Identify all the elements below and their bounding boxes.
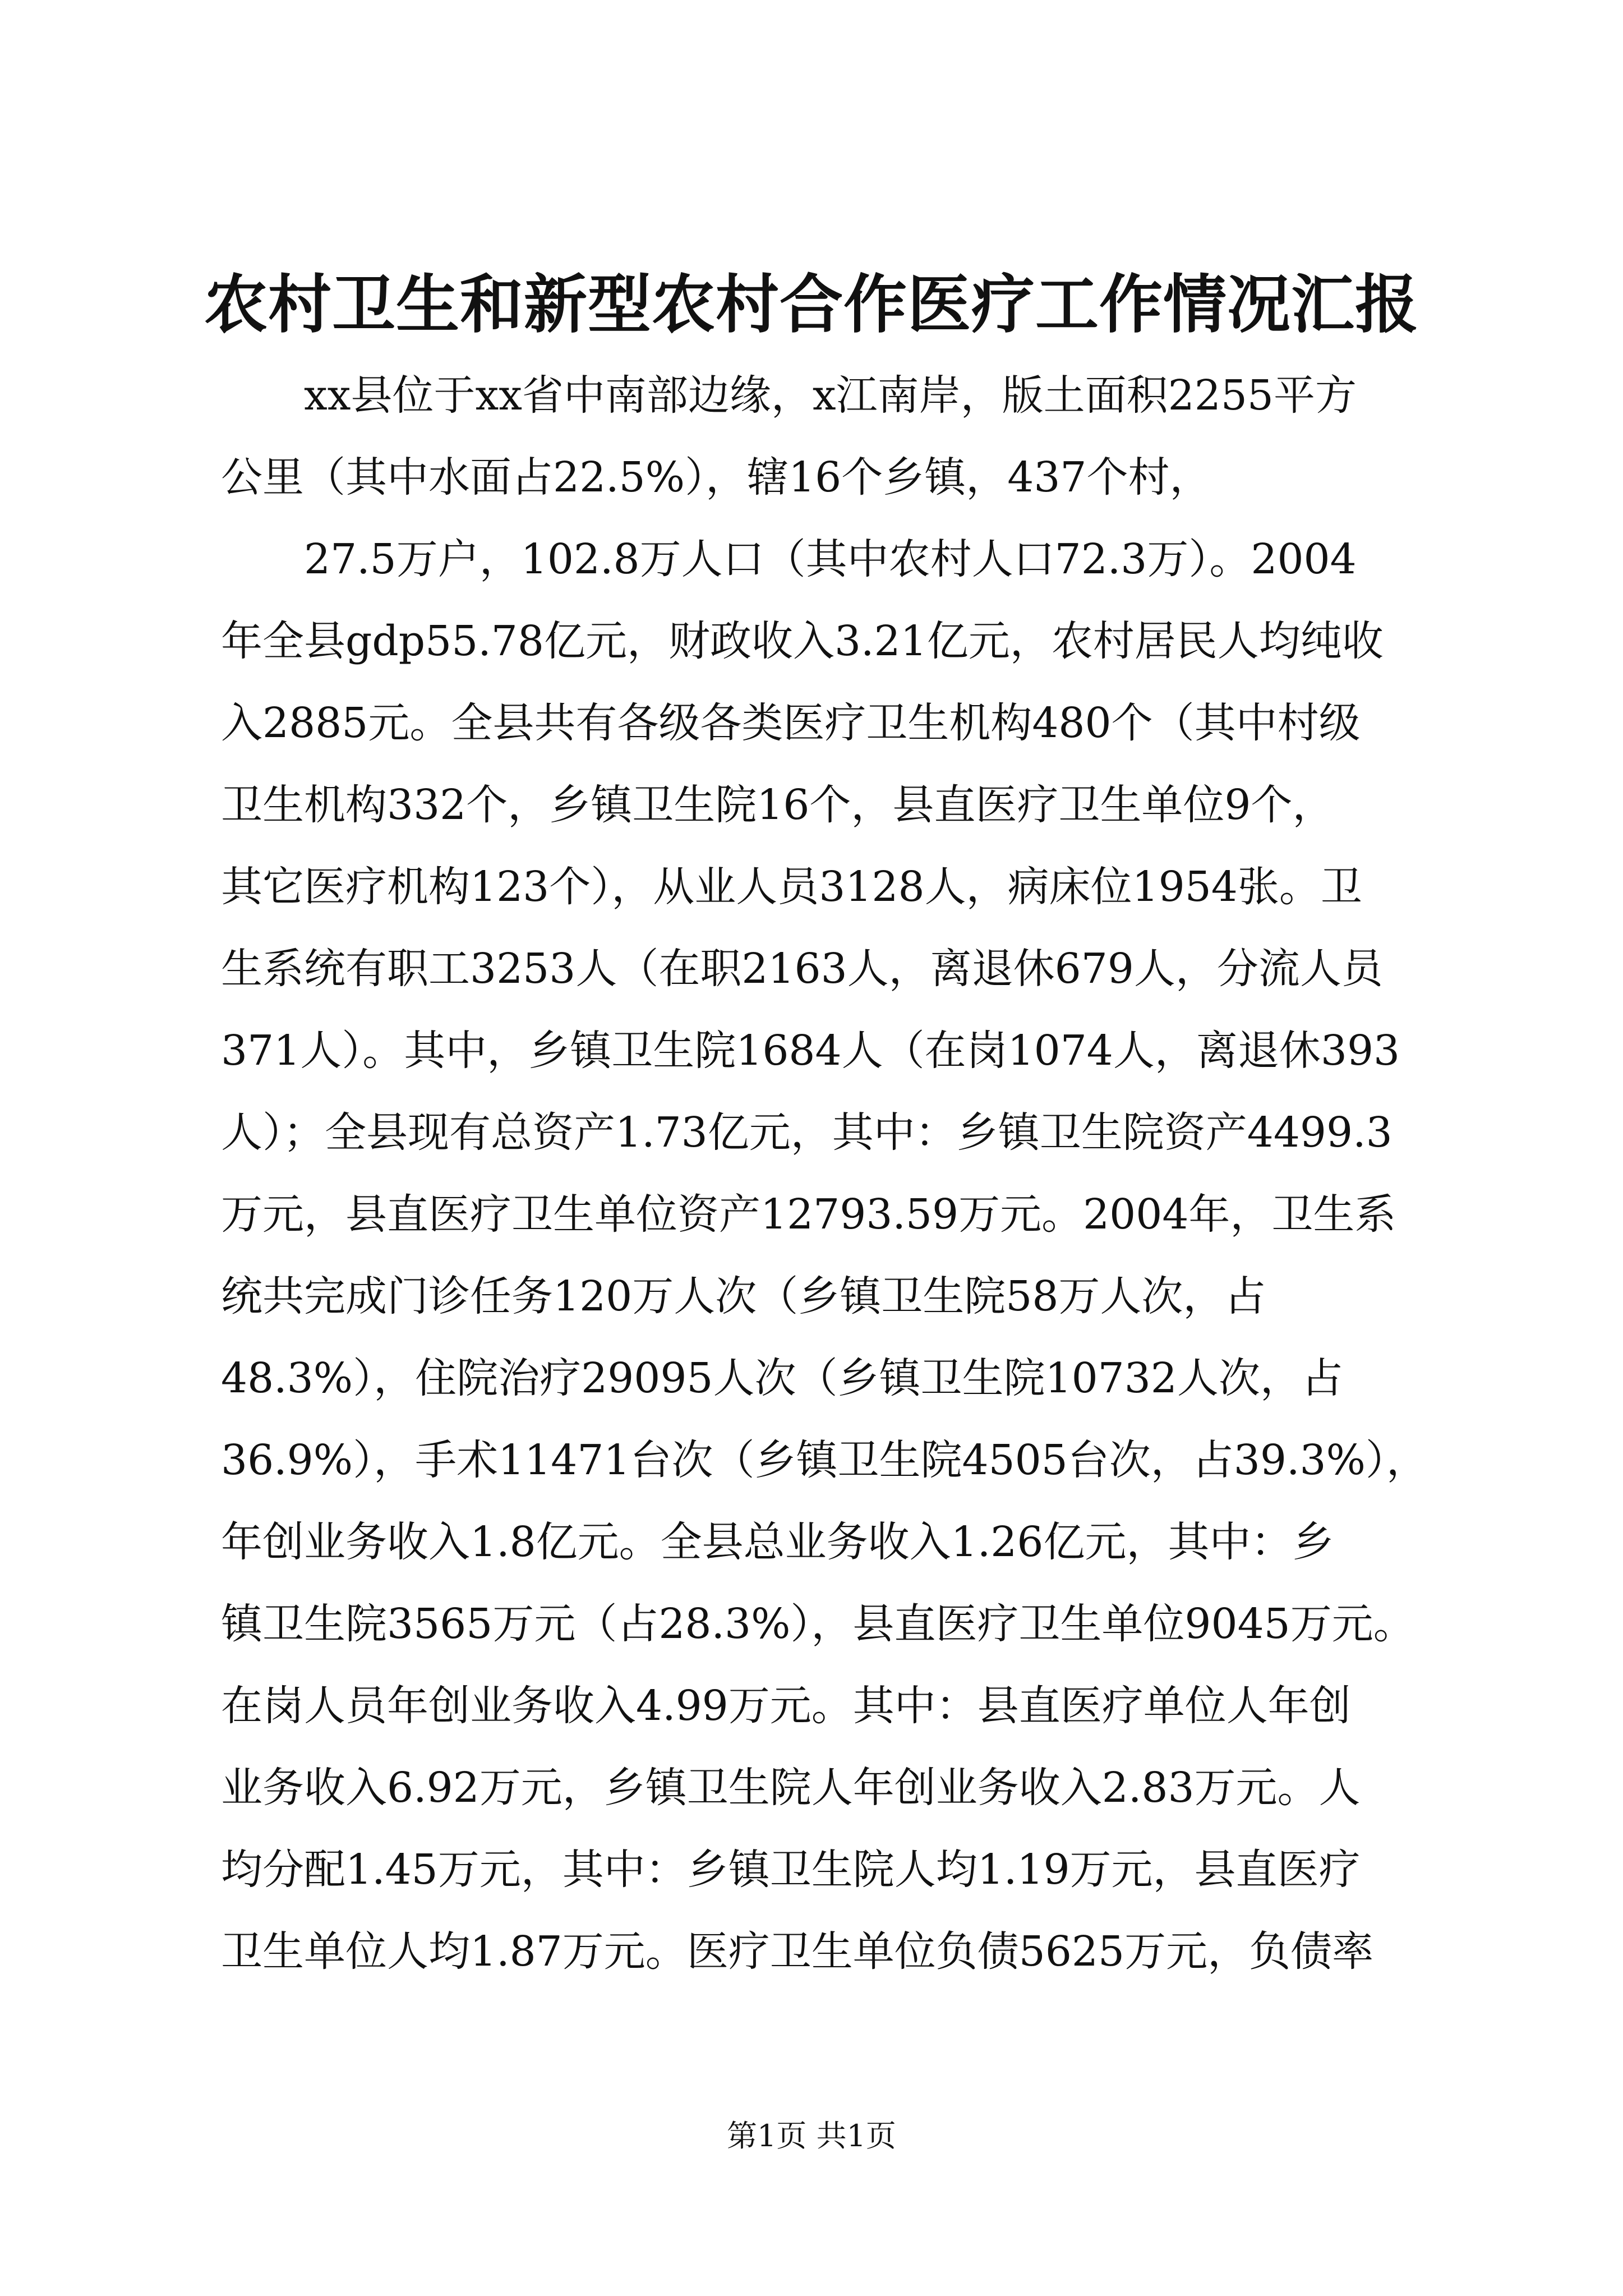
body-line: 36.9%），手术11471台次（乡镇卫生院4505台次，占39.3%）， [221,1436,1428,1484]
document-title: 农村卫生和新型农村合作医疗工作情况汇报 [204,267,1419,342]
body-line: 公里（其中水面占22.5%），辖16个乡镇，437个村， [221,453,1211,501]
body-line: 万元，县直医疗卫生单位资产12793.59万元。2004年，卫生系 [221,1190,1396,1239]
body-line: 统共完成门诊任务120万人次（乡镇卫生院58万人次，占 [221,1272,1266,1320]
document-body [221,355,1455,1993]
body-line: 均分配1.45万元，其中：乡镇卫生院人均1.19万元，县直医疗 [221,1846,1361,1894]
body-line: 卫生单位人均1.87万元。医疗卫生单位负债5625万元，负债率 [221,1927,1374,1976]
body-line: 其它医疗机构123个），从业人员3128人，病床位1954张。卫 [221,863,1362,911]
page-number-footer: 第1页 共1页 [727,2118,896,2154]
body-line: 在岗人员年创业务收入4.99万元。其中：县直医疗单位人年创 [221,1682,1351,1730]
body-line: 48.3%），住院治疗29095人次（乡镇卫生院10732人次，占 [221,1354,1343,1402]
body-line: 卫生机构332个，乡镇卫生院16个，县直医疗卫生单位9个， [221,781,1334,829]
body-line: 生系统有职工3253人（在职2163人，离退休679人，分流人员 [221,945,1383,993]
body-line: 371人）。其中，乡镇卫生院1684人（在岗1074人，离退休393 [221,1027,1400,1075]
body-line: 年全县gdp55.78亿元，财政收入3.21亿元，农村居民人均纯收 [221,617,1384,665]
body-line: 镇卫生院3565万元（占28.3%），县直医疗卫生单位9045万元。 [221,1600,1415,1648]
body-line: 27.5万户，102.8万人口（其中农村人口72.3万）。2004 [304,535,1357,583]
body-line: 人）；全县现有总资产1.73亿元，其中：乡镇卫生院资产4499.3 [221,1108,1393,1157]
body-line: xx县位于xx省中南部边缘，x江南岸，版土面积2255平方 [304,371,1357,420]
body-line: 业务收入6.92万元，乡镇卫生院人年创业务收入2.83万元。人 [221,1764,1361,1812]
body-line: 入2885元。全县共有各级各类医疗卫生机构480个（其中村级 [221,699,1361,747]
body-line: 年创业务收入1.8亿元。全县总业务收入1.26亿元，其中：乡 [221,1518,1334,1566]
